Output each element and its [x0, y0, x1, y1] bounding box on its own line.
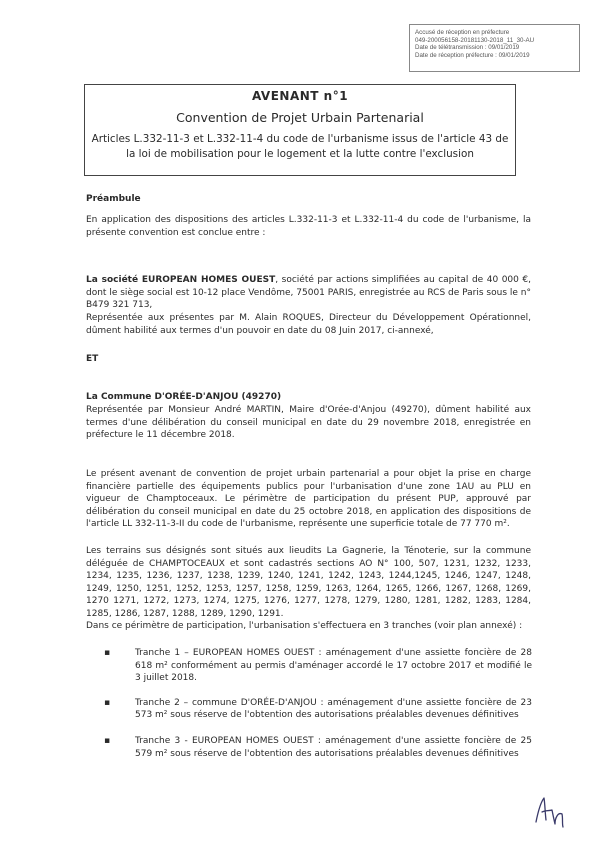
tranche-list	[100, 647, 532, 760]
tranches-intro: Dans ce périmètre de participation, l'urbanisation s'effectuera en 3 tranches (voir plan annexé) :	[86, 621, 523, 631]
preambule-heading: Préambule	[86, 194, 141, 204]
bullet-icon: ▪	[104, 648, 111, 658]
stamp-line-receipt: Accusé de réception en préfecture	[415, 29, 510, 36]
stamp-line-reception-date: Date de réception préfecture : 09/01/2019	[415, 51, 530, 59]
party2-name: La Commune D'ORÉE-D'ANJOU (49270)	[86, 392, 282, 402]
party2-representative: Représentée par Monsieur André MARTIN, Maire d'Orée-d'Anjou (49270), dûment habilité aux termes d'une délibération du conseil municipal en date du 29 novembre 2018, enregistrée en préfecture le 11 décembre 2018.	[86, 405, 531, 441]
tranche-2-item	[100, 697, 532, 722]
tranche-1-text: Tranche 1 – EUROPEAN HOMES OUEST : aménagement d'une assiette foncière de 28 618 m² conformément au permis d'aménager accordé le 17 octobre 2017 et modifié le 3 juillet 2018.	[135, 648, 532, 684]
initials-signature	[530, 790, 570, 830]
bullet-icon: ▪	[104, 735, 111, 746]
avenant-title: AVENANT n°1	[251, 89, 349, 103]
tranche-2-text: Tranche 2 – commune D'ORÉE-D'ANJOU : aménagement d'une assiette foncière de 23 573 m² sous réserve de l'obtention des autorisations préalables devenues définitives	[135, 697, 532, 721]
prefecture-receipt-stamp	[409, 24, 580, 72]
tranche-3-text: Tranche 3 - EUROPEAN HOMES OUEST : aménagement d'une assiette foncière de 25 579 m² sous réserve de l'obtention des autorisations préalables devenues définitives	[135, 735, 532, 759]
articles-subtitle: Articles L.332-11-3 et L.332-11-4 du code de l'urbanisme issus de l'article 43 de la loi de mobilisation pour le logement et la lutte contre l'exclusion	[91, 133, 509, 160]
party1-representative: Représentée aux présentes par M. Alain ROQUES, Directeur du Développement Opérationnel, dûment habilité aux termes d'un pouvoir en date du 08 Juin 2017, ci-annexé,	[86, 313, 531, 336]
stamp-line-reference: 049-200056158-20181130-2018_11_30-AU	[415, 36, 535, 44]
bullet-icon: ▪	[104, 697, 111, 708]
title-box	[84, 84, 516, 176]
stamp-line-transmission-date: Date de télétransmission : 09/01/2019	[415, 44, 520, 52]
et-separator: ET	[86, 354, 99, 364]
party1-description: , société par actions simplifiées au capital de 40 000 €, dont le siège social est 10-12 place Vendôme, 75001 PARIS, enregistrée au RCS de Paris sous le n° B479 321 713,	[86, 275, 531, 311]
party1-block	[86, 274, 531, 312]
parcels-paragraph: Les terrains sus désignés sont situés aux lieudits La Gagnerie, la Ténoterie, sur la commune déléguée de CHAMPTOCEAUX et sont cadastrés sections AO N° 100, 507, 1231, 1232, 1233, 1234, 1235, 1236, 1237, 1238, 1239, 1240, 1241, 1242, 1243, 1244,1245, 1246, 1247, 1248, 1249, 1250, 1251, 1252, 1253, 1257, 1258, 1259, 1263, 1264, 1265, 1266, 1267, 1268, 1269, 1270 1271, 1272, 1273, 1274, 1275, 1276, 1277, 1278, 1279, 1280, 1281, 1282, 1283, 1284, 1285, 1286, 1287, 1288, 1289, 1290, 1291.	[86, 546, 531, 619]
preambule-intro: En application des dispositions des articles L.332-11-3 et L.332-11-4 du code de l'urbanisme, la présente convention est conclue entre :	[86, 215, 531, 238]
object-paragraph: Le présent avenant de convention de projet urbain partenarial a pour objet la prise en charge financière partielle des équipements publics pour l'urbanisation d'une zone 1AU au PLU en vigueur de Champtoceaux. Le périmètre de participation du présent PUP, approuvé par délibération du conseil municipal en date du 25 octobre 2018, en application des dispositions de l'article LL 332-11-3-II du code de l'urbanisme, représente une superficie totale de 77 770 m².	[86, 469, 531, 530]
convention-title: Convention de Projet Urbain Partenarial	[176, 110, 424, 125]
tranche-3-item	[100, 735, 532, 760]
tranche-1-item	[100, 647, 532, 685]
party1-name: La société EUROPEAN HOMES OUEST	[86, 275, 276, 285]
